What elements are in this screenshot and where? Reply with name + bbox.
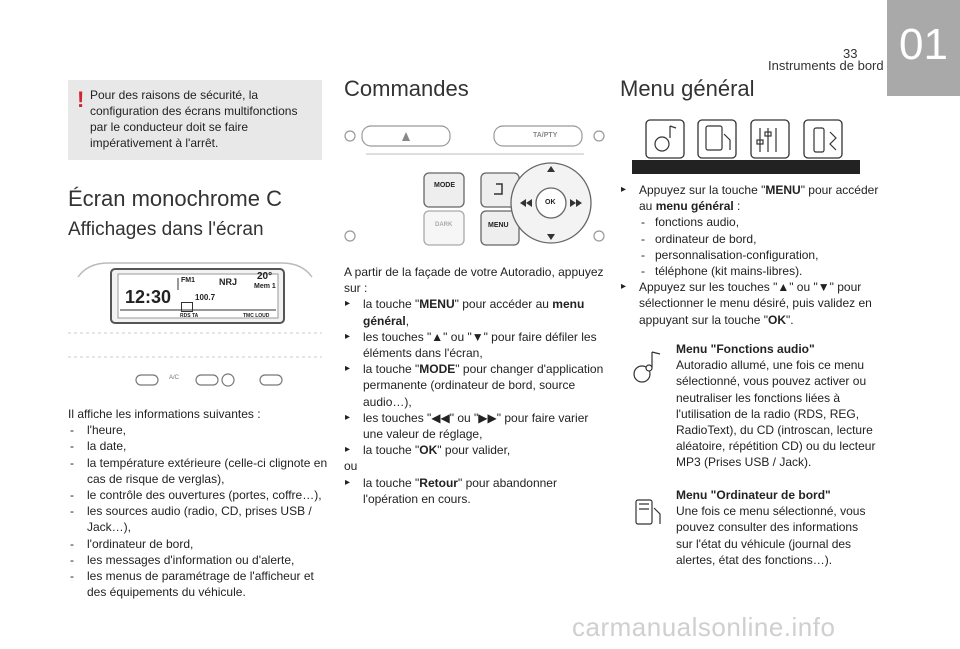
display-temperature: 20° bbox=[257, 271, 273, 282]
display-tmc: TMC LOUD bbox=[243, 313, 270, 319]
display-rds: RDS TA bbox=[180, 313, 199, 319]
list-item: - les sources audio (radio, CD, prises USB / Jack…), bbox=[68, 503, 330, 535]
audio-menu-title: Menu "Fonctions audio" bbox=[676, 342, 815, 356]
list-item: ▸ les touches "▲" ou "▼" pour faire défiler les éléments dans l'écran, bbox=[344, 329, 604, 361]
page-number: 33 bbox=[843, 46, 858, 61]
ok-button[interactable]: OK bbox=[545, 199, 556, 206]
list-item: - téléphone (kit mains-libres). bbox=[620, 263, 880, 279]
caution-text: Pour des raisons de sécurité, la configuration des écrans multifonctions par le conducteur doit se faire impérativement à l'arrêt. bbox=[90, 88, 298, 150]
list-item: - personnalisation-configuration, bbox=[620, 247, 880, 263]
list-item: - la température extérieure (celle-ci clignote en cas de risque de verglas), bbox=[68, 455, 330, 487]
radio-control-panel-illustration bbox=[344, 118, 606, 248]
trip-menu-text: Une fois ce menu sélectionné, vous pouvez consulter des informations sur l'état du véhicule (journal des alertes, état des fonctions…). bbox=[676, 504, 866, 567]
door-open-icon bbox=[181, 302, 193, 312]
display-frequency: 100.7 bbox=[195, 293, 216, 302]
audio-menu-text: Autoradio allumé, une fois ce menu sélectionné, vous pouvez activer ou neutraliser les fonctions liées à l'utilisation de la radio (RDS, REG, RadioText), du CD (introscan, lecture aléatoire, répétition CD) ou du lecteur MP3 (Prises USB / Jack). bbox=[676, 358, 876, 470]
list-item: - l'ordinateur de bord, bbox=[68, 536, 330, 552]
section-title-screen: Écran monochrome C bbox=[68, 186, 282, 211]
list-item: - l'heure, bbox=[68, 422, 330, 438]
mode-button[interactable]: MODE bbox=[434, 182, 455, 189]
general-menu-instructions bbox=[620, 182, 880, 328]
display-info-list bbox=[68, 406, 330, 600]
controls-instructions bbox=[344, 264, 604, 507]
list-item: ▸ la touche "MODE" pour changer d'application permanente (ordinateur de bord, source audio…), bbox=[344, 361, 604, 410]
monochrome-display-illustration bbox=[68, 257, 322, 395]
warning-icon: ! bbox=[77, 87, 85, 112]
list-item: ▸ Appuyez sur les touches "▲" ou "▼" pour sélectionner le menu désiré, puis validez en appuyant sur la touche "OK". bbox=[620, 279, 880, 328]
display-station: NRJ bbox=[219, 277, 238, 287]
list-item: - les menus de paramétrage de l'afficheur et des équipements du véhicule. bbox=[68, 568, 330, 600]
list-item: - les messages d'information ou d'alerte, bbox=[68, 552, 330, 568]
section-subtitle-displays: Affichages dans l'écran bbox=[68, 219, 264, 240]
ac-label: A/C bbox=[169, 375, 180, 381]
display-time: 12:30 bbox=[125, 287, 172, 307]
controls-intro: A partir de la façade de votre Autoradio, appuyez sur : bbox=[344, 265, 604, 296]
section-title-controls: Commandes bbox=[344, 76, 469, 101]
list-item: - ordinateur de bord, bbox=[620, 231, 880, 247]
dark-button[interactable]: DARK bbox=[435, 222, 453, 228]
display-source: FM1 bbox=[181, 277, 195, 284]
list-item: ▸ la touche "MENU" pour accéder au menu général, bbox=[344, 296, 604, 328]
trip-menu-title: Menu "Ordinateur de bord" bbox=[676, 488, 831, 502]
watermark: carmanualsonline.info bbox=[572, 612, 836, 642]
list-item: ▸ la touche "OK" pour valider, bbox=[344, 442, 604, 458]
trip-computer-menu-icon bbox=[628, 494, 666, 534]
list-item: - le contrôle des ouvertures (portes, coffre…), bbox=[68, 487, 330, 503]
display-info-intro: Il affiche les informations suivantes : bbox=[68, 407, 261, 421]
display-memory: Mem 1 bbox=[254, 283, 276, 290]
list-item: - la date, bbox=[68, 438, 330, 454]
general-menu-icons-illustration bbox=[632, 116, 860, 174]
section-title-general-menu: Menu général bbox=[620, 76, 755, 101]
trip-computer-menu-block bbox=[676, 487, 876, 568]
menu-button[interactable]: MENU bbox=[488, 222, 509, 229]
or-text: ou bbox=[344, 459, 358, 474]
caution-box bbox=[68, 80, 322, 160]
list-item: ▸ la touche "Retour" pour abandonner l'opération en cours. bbox=[344, 475, 604, 507]
list-item: ▸ les touches "◀◀" ou "▶▶" pour faire varier une valeur de réglage, bbox=[344, 410, 604, 442]
audio-menu-icon bbox=[628, 348, 666, 388]
chapter-number-tab: 01 bbox=[887, 0, 960, 96]
list-item: - fonctions audio, bbox=[620, 214, 880, 230]
audio-menu-block bbox=[676, 341, 876, 471]
ta-pty-button[interactable]: TA/PTY bbox=[533, 132, 558, 139]
chapter-title: Instruments de bord bbox=[768, 58, 884, 73]
list-item: ▸ Appuyez sur la touche "MENU" pour accéder au menu général : bbox=[620, 182, 880, 214]
